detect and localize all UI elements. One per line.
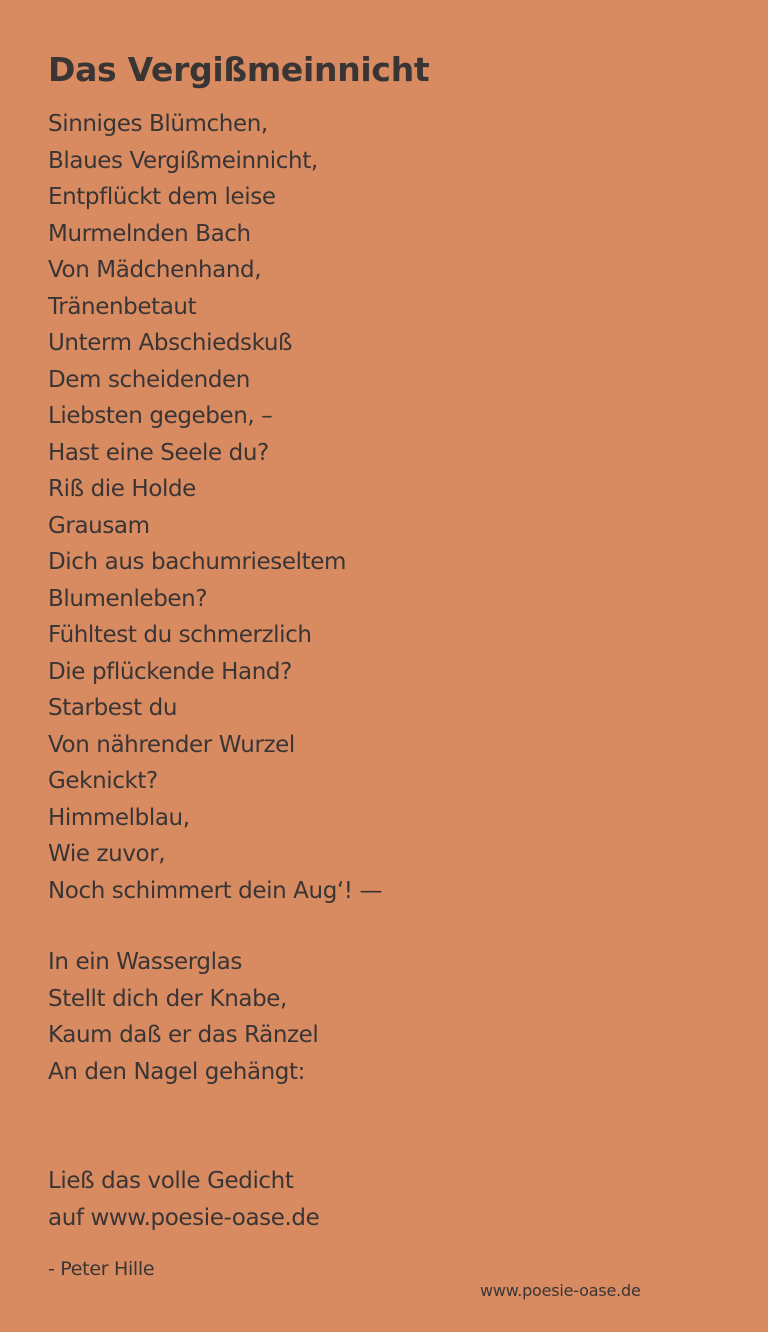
poem-line: Die pflückende Hand? bbox=[48, 658, 292, 685]
poem-line: Unterm Abschiedskuß bbox=[48, 330, 293, 356]
poem-line: Tränenbetaut bbox=[48, 293, 197, 320]
poem-line: auf www.poesie-oase.de bbox=[48, 1204, 320, 1231]
poem-line: Starbest du bbox=[48, 695, 178, 721]
poem-line: Dich aus bachumrieseltem bbox=[48, 549, 346, 575]
poem-line: An den Nagel gehängt: bbox=[48, 1058, 305, 1085]
poem-line: Entpflückt dem leise bbox=[48, 184, 276, 210]
poem-line: Noch schimmert dein Aug‘! — bbox=[48, 877, 383, 904]
poem-line: Von nährender Wurzel bbox=[48, 731, 295, 758]
poem-line: Stellt dich der Knabe, bbox=[48, 985, 287, 1012]
author-credit: - Peter Hille bbox=[48, 1258, 155, 1280]
stanza bbox=[48, 106, 382, 909]
poem-line: Wie zuvor, bbox=[48, 841, 166, 867]
poem-line: Himmelblau, bbox=[48, 804, 190, 831]
poem-line: Hast eine Seele du? bbox=[48, 439, 269, 466]
poem-line: Sinniges Blümchen, bbox=[48, 111, 268, 137]
poem-line: Blaues Vergißmeinnicht, bbox=[48, 147, 318, 174]
poem-line: Riß die Holde bbox=[48, 476, 196, 502]
poem-line: Murmelnden Bach bbox=[48, 220, 251, 247]
site-watermark: www.poesie-oase.de bbox=[480, 1281, 641, 1300]
poem-line: Fühltest du schmerzlich bbox=[48, 622, 312, 648]
poem-line: In ein Wasserglas bbox=[48, 949, 242, 975]
poem-line: Kaum daß er das Ränzel bbox=[48, 1022, 319, 1048]
poem-title: Das Vergißmeinnicht bbox=[48, 50, 430, 89]
poem-line: Blumenleben? bbox=[48, 585, 208, 612]
stanza bbox=[48, 944, 318, 1090]
stanza bbox=[48, 1163, 319, 1236]
poem-line: Ließ das volle Gedicht bbox=[48, 1168, 294, 1194]
poem-line: Grausam bbox=[48, 512, 150, 539]
poem-line: Liebsten gegeben, – bbox=[48, 403, 273, 429]
poem-line: Geknickt? bbox=[48, 768, 158, 794]
poem-line: Dem scheidenden bbox=[48, 366, 250, 393]
poem-line: Von Mädchenhand, bbox=[48, 257, 262, 283]
